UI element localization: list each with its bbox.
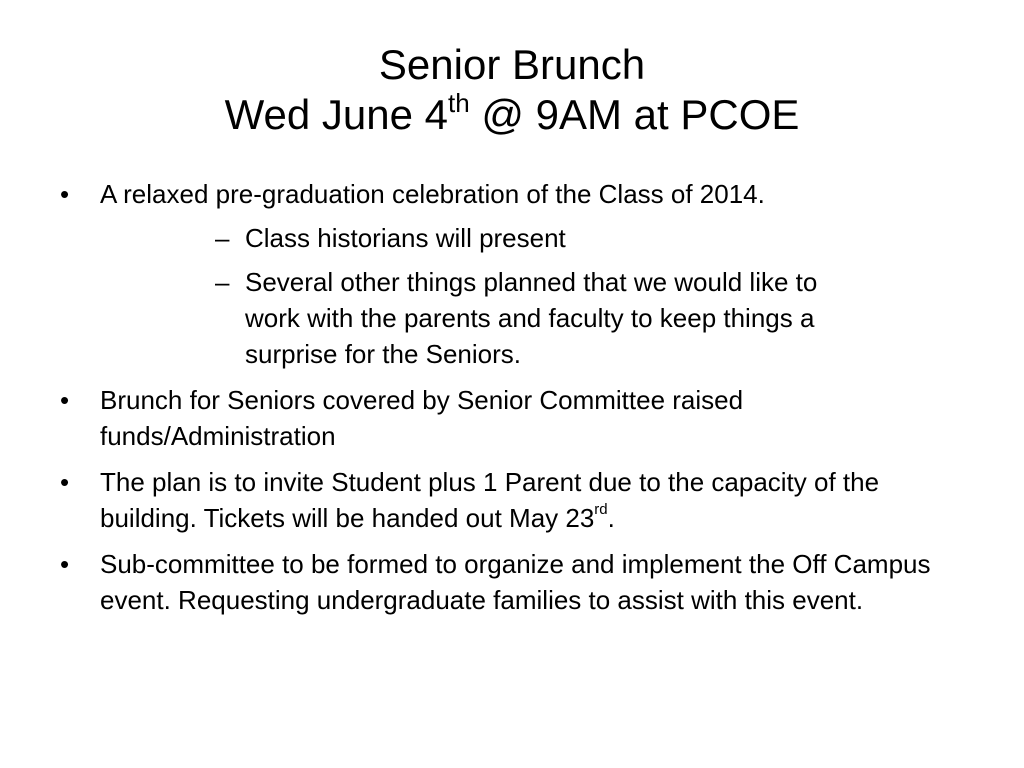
sub-bullet-marker: – <box>215 223 230 253</box>
sub-bullet-item <box>100 220 964 256</box>
sub-bullet-text: Several other things planned that we would like to work with the parents and faculty to keep things a surprise for the Seniors. <box>245 267 818 369</box>
bullet-item <box>0 382 1024 454</box>
bullet-marker: • <box>60 467 70 497</box>
title-line-2 <box>0 90 1024 140</box>
bullet-text-end: . <box>607 503 615 533</box>
sub-bullet-marker: – <box>215 267 230 297</box>
bullet-item <box>0 464 1024 536</box>
slide-title <box>0 40 1024 140</box>
bullet-marker: • <box>60 549 70 579</box>
bullet-text: A relaxed pre-graduation celebration of the Class of 2014. <box>100 179 765 209</box>
bullet-text: Brunch for Seniors covered by Senior Committee raised funds/Administration <box>100 385 744 451</box>
title-line-2-rest: @ 9AM at PCOE <box>469 91 800 138</box>
bullet-text: Sub-committee to be formed to organize and implement the Off Campus event. Requesting undergraduate families to assist with this event. <box>100 549 931 615</box>
bullet-text <box>100 467 879 533</box>
bullet-text-main: The plan is to invite Student plus 1 Parent due to the capacity of the building. Tickets will be handed out May 23 <box>100 467 880 533</box>
sub-bullet-text: Class historians will present <box>245 223 566 253</box>
bullet-item <box>0 176 1024 372</box>
title-line-2-main: Wed June 4 <box>224 91 448 138</box>
bullet-item <box>0 546 1024 618</box>
bullet-marker: • <box>60 179 70 209</box>
title-ordinal-suffix: th <box>447 88 470 118</box>
slide-body <box>0 176 1024 628</box>
bullet-marker: • <box>60 385 70 415</box>
sub-bullet-item <box>100 264 964 372</box>
title-line-1: Senior Brunch <box>378 41 646 88</box>
ordinal-suffix: rd <box>594 501 608 519</box>
